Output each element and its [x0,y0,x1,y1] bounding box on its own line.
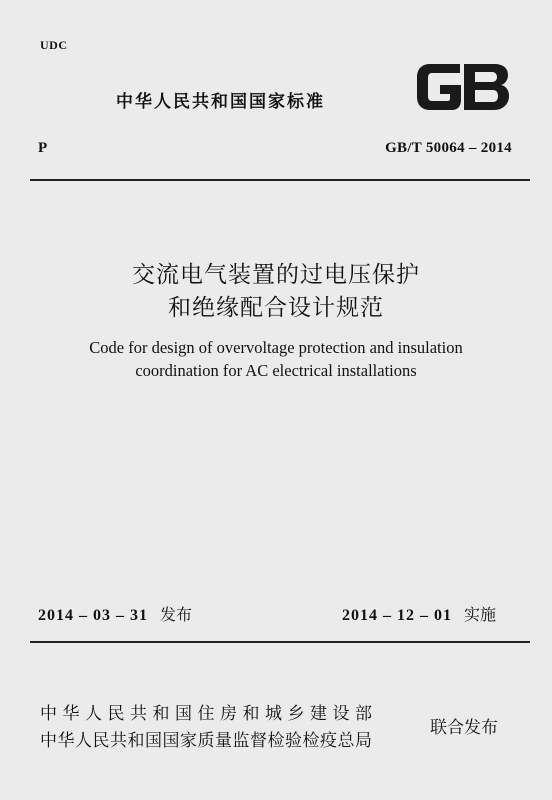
title-english-line2: coordination for AC electrical installations [135,361,417,380]
title-english-line1: Code for design of overvoltage protection and insulation [89,338,463,357]
issue-date: 2014 – 03 – 31 [38,607,148,624]
implement-date-block [342,602,496,625]
udc-label: UDC [40,38,68,52]
implement-label: 实施 [464,605,497,624]
issue-date-block [38,602,192,625]
title-chinese-line1: 交流电气装置的过电压保护 [132,262,420,288]
classification-code: P [38,140,48,156]
joint-issue-label: 联合发布 [430,718,498,738]
title-chinese-line2: 和绝缘配合设计规范 [168,295,384,321]
bottom-divider [30,641,530,643]
issuer-aqsiq: 中华人民共和国国家质量监督检验检疫总局 [40,731,373,751]
issuer-ministry: 中华人民共和国住房和城乡建设部 [40,704,378,724]
top-divider [30,179,530,181]
gb-logo [414,58,512,116]
standard-number: GB/T 50064 – 2014 [385,140,512,156]
issue-label: 发布 [160,605,193,624]
standard-category: 中华人民共和国国家标准 [116,92,325,112]
implement-date: 2014 – 12 – 01 [342,607,452,624]
